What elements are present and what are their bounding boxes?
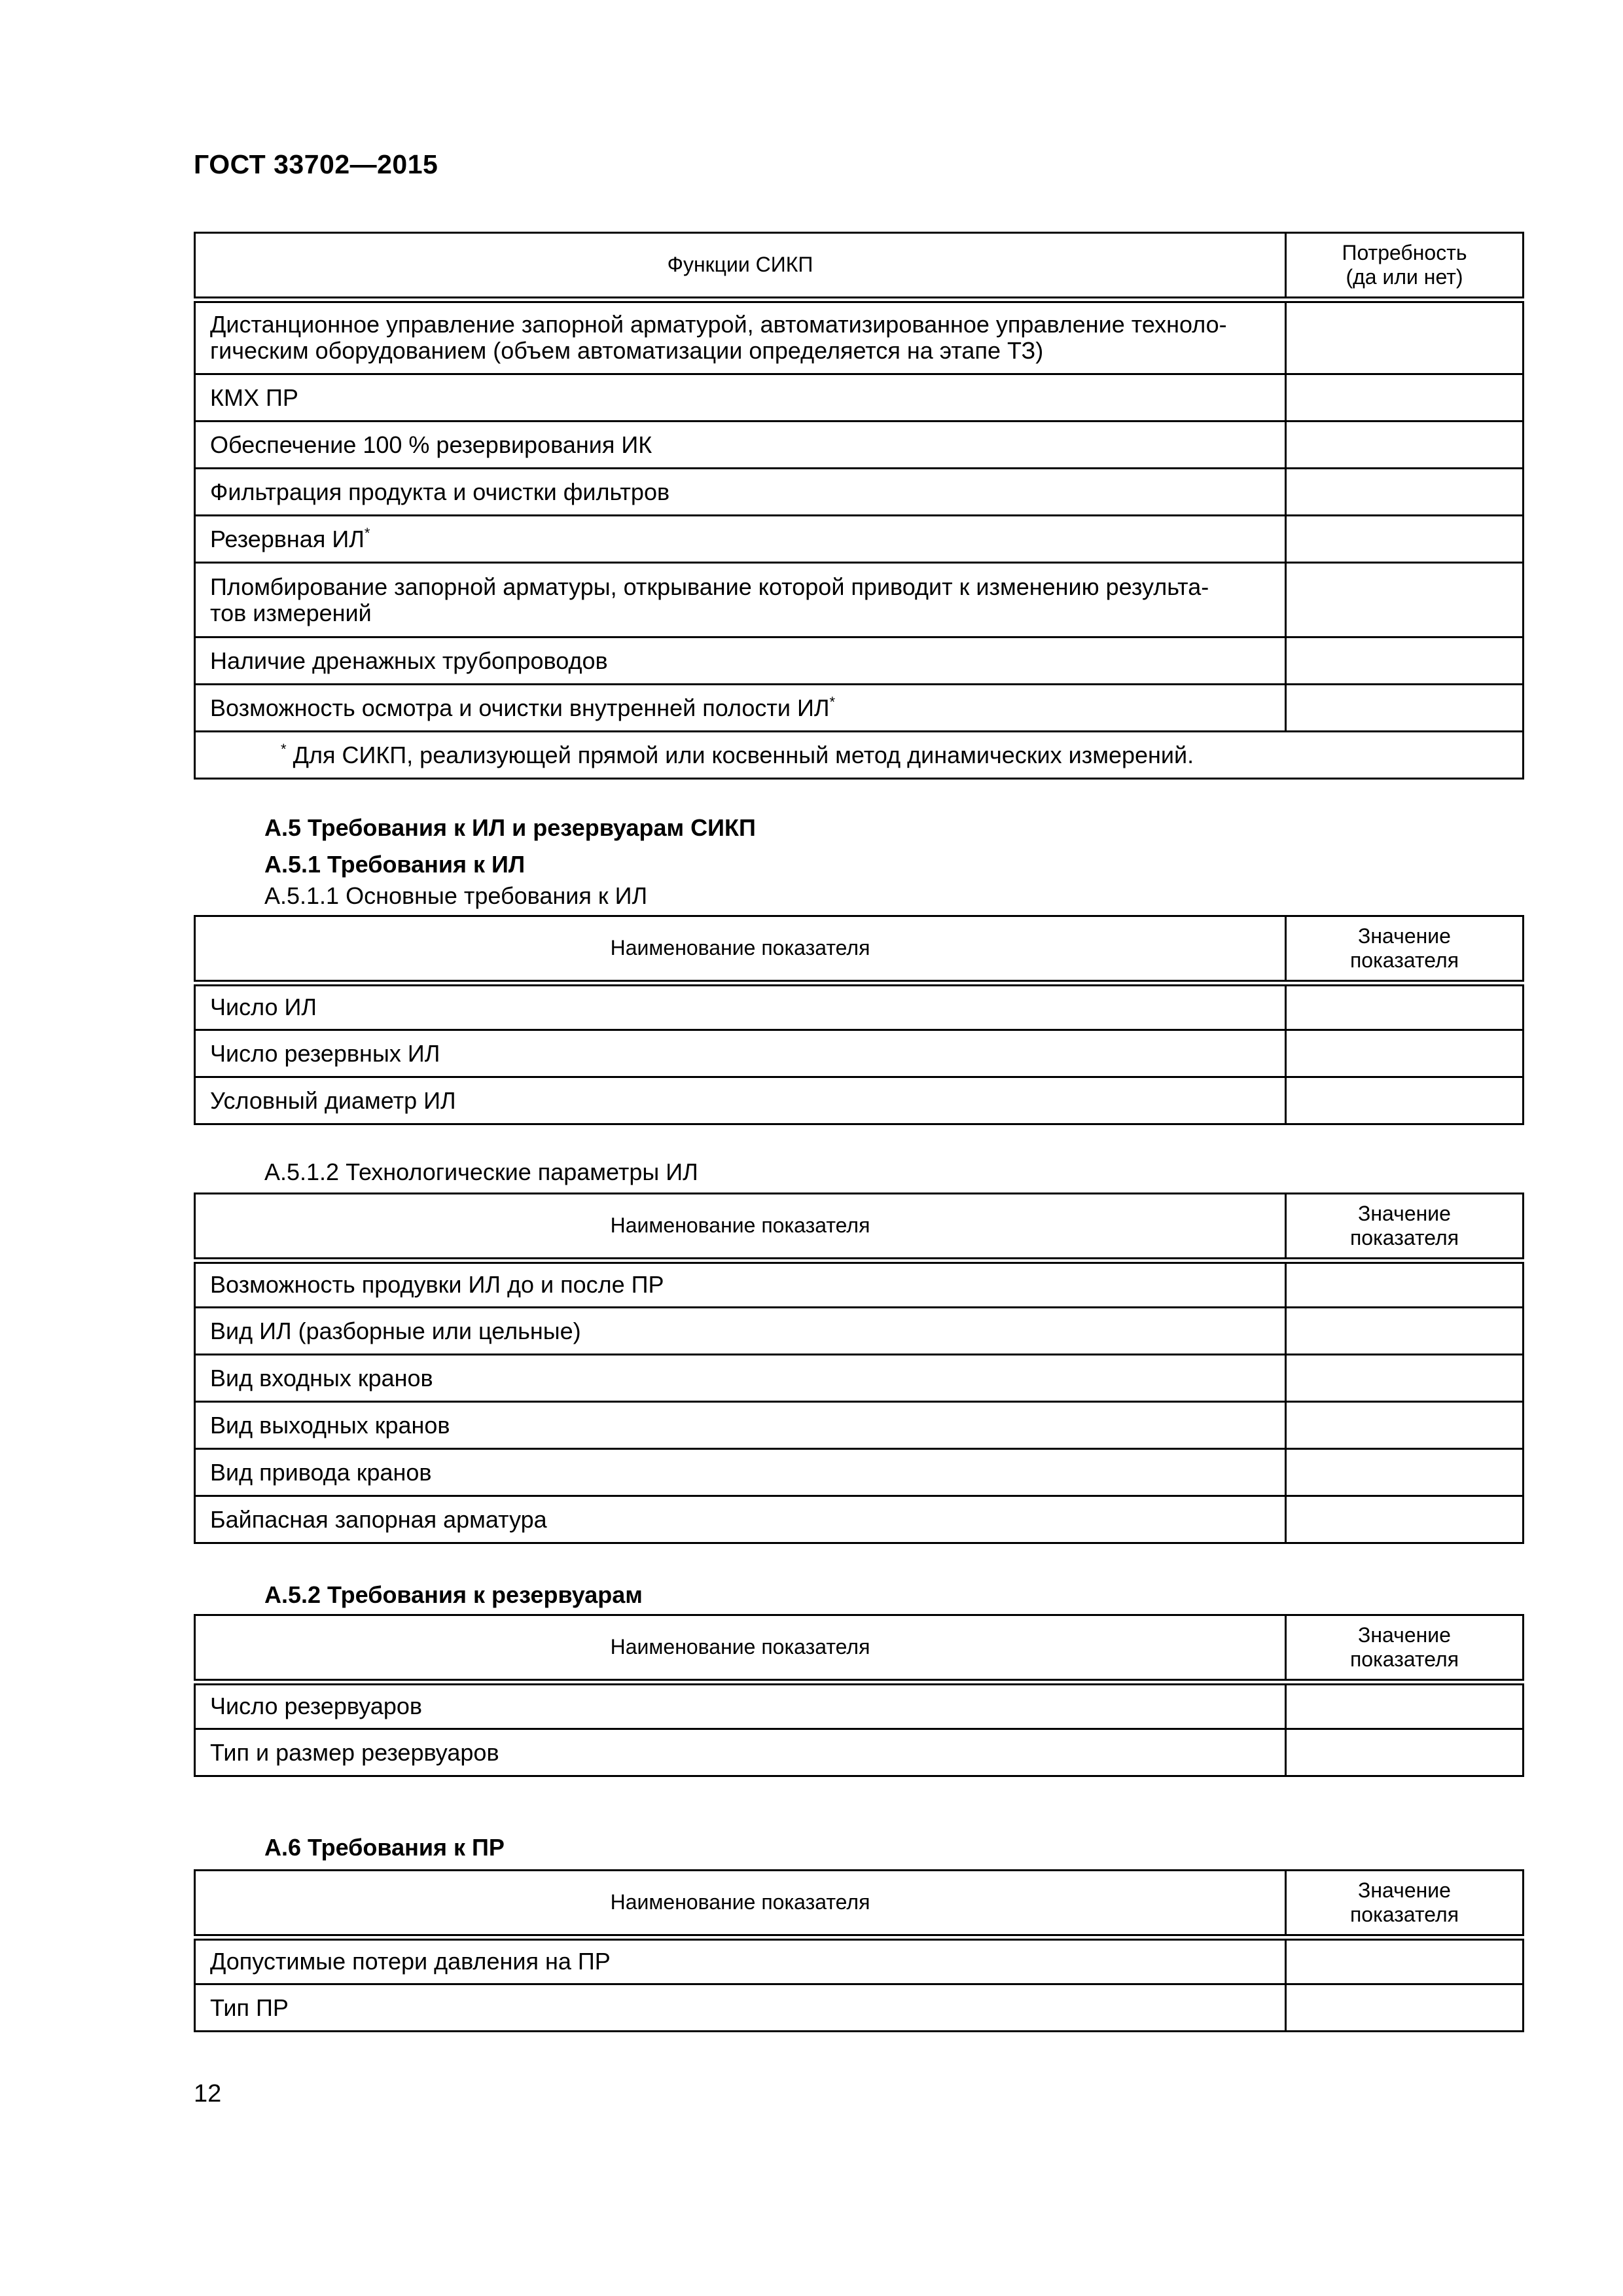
il-process-table — [194, 1193, 1524, 1544]
table-row — [195, 1030, 1524, 1077]
need-cell — [1286, 685, 1524, 732]
value-cell — [1286, 1030, 1524, 1077]
value-cell — [1286, 1308, 1524, 1355]
function-cell: Резервная ИЛ* — [195, 516, 1286, 563]
function-cell: КМХ ПР — [195, 374, 1286, 422]
need-cell — [1286, 516, 1524, 563]
section-a512-title: А.5.1.2 Технологические параметры ИЛ — [264, 1158, 698, 1185]
table-row — [195, 1449, 1524, 1496]
column-header-value: Значение показателя — [1286, 1194, 1524, 1261]
function-cell: Дистанционное управление запорной арматурой, автоматизированное управление техноло- гическим оборудованием (объем автоматизации определяется на этапе ТЗ) — [195, 300, 1286, 374]
il-basic-table — [194, 915, 1524, 1125]
table-row — [195, 1355, 1524, 1402]
function-cell: Возможность осмотра и очистки внутренней полости ИЛ* — [195, 685, 1286, 732]
value-cell — [1286, 1729, 1524, 1776]
section-a5-title: А.5 Требования к ИЛ и резервуарам СИКП — [264, 814, 756, 841]
column-header-indicator: Наименование показателя — [195, 1615, 1286, 1682]
indicator-cell: Тип и размер резервуаров — [195, 1729, 1286, 1776]
indicator-cell: Число резервных ИЛ — [195, 1030, 1286, 1077]
indicator-cell: Условный диаметр ИЛ — [195, 1077, 1286, 1124]
need-cell — [1286, 469, 1524, 516]
table-row — [195, 300, 1524, 374]
indicator-cell: Вид выходных кранов — [195, 1402, 1286, 1449]
table-row — [195, 469, 1524, 516]
footnote-mark: * — [829, 693, 836, 710]
indicator-cell: Число резервуаров — [195, 1682, 1286, 1729]
value-cell — [1286, 1496, 1524, 1543]
column-header-indicator: Наименование показателя — [195, 1194, 1286, 1261]
indicator-cell: Байпасная запорная арматура — [195, 1496, 1286, 1543]
section-a6-title: А.6 Требования к ПР — [264, 1834, 505, 1861]
table-row — [195, 1682, 1524, 1729]
need-cell — [1286, 374, 1524, 422]
indicator-cell: Вид входных кранов — [195, 1355, 1286, 1402]
table-row — [195, 1308, 1524, 1355]
need-cell — [1286, 422, 1524, 469]
document-code: ГОСТ 33702—2015 — [194, 149, 438, 179]
value-cell — [1286, 1682, 1524, 1729]
need-cell — [1286, 637, 1524, 685]
column-header-value: Значение показателя — [1286, 1871, 1524, 1937]
section-a511-title: А.5.1.1 Основные требования к ИЛ — [264, 882, 648, 909]
function-cell: Наличие дренажных трубопроводов — [195, 637, 1286, 685]
value-cell — [1286, 1261, 1524, 1308]
value-cell — [1286, 1077, 1524, 1124]
column-header-indicator: Наименование показателя — [195, 1871, 1286, 1937]
table-row — [195, 1729, 1524, 1776]
section-a52-title: А.5.2 Требования к резервуарам — [264, 1581, 643, 1608]
function-cell: Обеспечение 100 % резервирования ИК — [195, 422, 1286, 469]
table-note-row — [195, 732, 1524, 779]
table-footnote: * Для СИКП, реализующей прямой или косвенный метод динамических измерений. — [195, 732, 1524, 779]
value-cell — [1286, 1937, 1524, 1984]
indicator-cell: Тип ПР — [195, 1984, 1286, 2032]
table-row — [195, 374, 1524, 422]
function-cell: Фильтрация продукта и очистки фильтров — [195, 469, 1286, 516]
indicator-cell: Вид ИЛ (разборные или цельные) — [195, 1308, 1286, 1355]
indicator-cell: Число ИЛ — [195, 983, 1286, 1030]
indicator-cell: Допустимые потери давления на ПР — [195, 1937, 1286, 1984]
column-header-need: Потребность (да или нет) — [1286, 233, 1524, 300]
tanks-table — [194, 1614, 1524, 1777]
indicator-cell: Вид привода кранов — [195, 1449, 1286, 1496]
column-header-value: Значение показателя — [1286, 916, 1524, 983]
table-row — [195, 637, 1524, 685]
value-cell — [1286, 1449, 1524, 1496]
functions-table — [194, 232, 1524, 780]
table-row — [195, 1261, 1524, 1308]
table-row — [195, 1077, 1524, 1124]
column-header-value: Значение показателя — [1286, 1615, 1524, 1682]
table-row — [195, 983, 1524, 1030]
converter-table — [194, 1869, 1524, 2032]
need-cell — [1286, 563, 1524, 637]
value-cell — [1286, 1402, 1524, 1449]
table-row — [195, 563, 1524, 637]
table-row — [195, 516, 1524, 563]
need-cell — [1286, 300, 1524, 374]
section-a51-title: А.5.1 Требования к ИЛ — [264, 851, 526, 878]
column-header-functions: Функции СИКП — [195, 233, 1286, 300]
value-cell — [1286, 1984, 1524, 2032]
table-row — [195, 1937, 1524, 1984]
table-row — [195, 1984, 1524, 2032]
page-number: 12 — [194, 2080, 222, 2108]
table-row — [195, 1402, 1524, 1449]
column-header-indicator: Наименование показателя — [195, 916, 1286, 983]
indicator-cell: Возможность продувки ИЛ до и после ПР — [195, 1261, 1286, 1308]
value-cell — [1286, 983, 1524, 1030]
value-cell — [1286, 1355, 1524, 1402]
table-row — [195, 685, 1524, 732]
table-row — [195, 1496, 1524, 1543]
table-row — [195, 422, 1524, 469]
footnote-mark: * — [364, 524, 370, 541]
function-cell: Пломбирование запорной арматуры, открывание которой приводит к изменению результа- тов измерений — [195, 563, 1286, 637]
